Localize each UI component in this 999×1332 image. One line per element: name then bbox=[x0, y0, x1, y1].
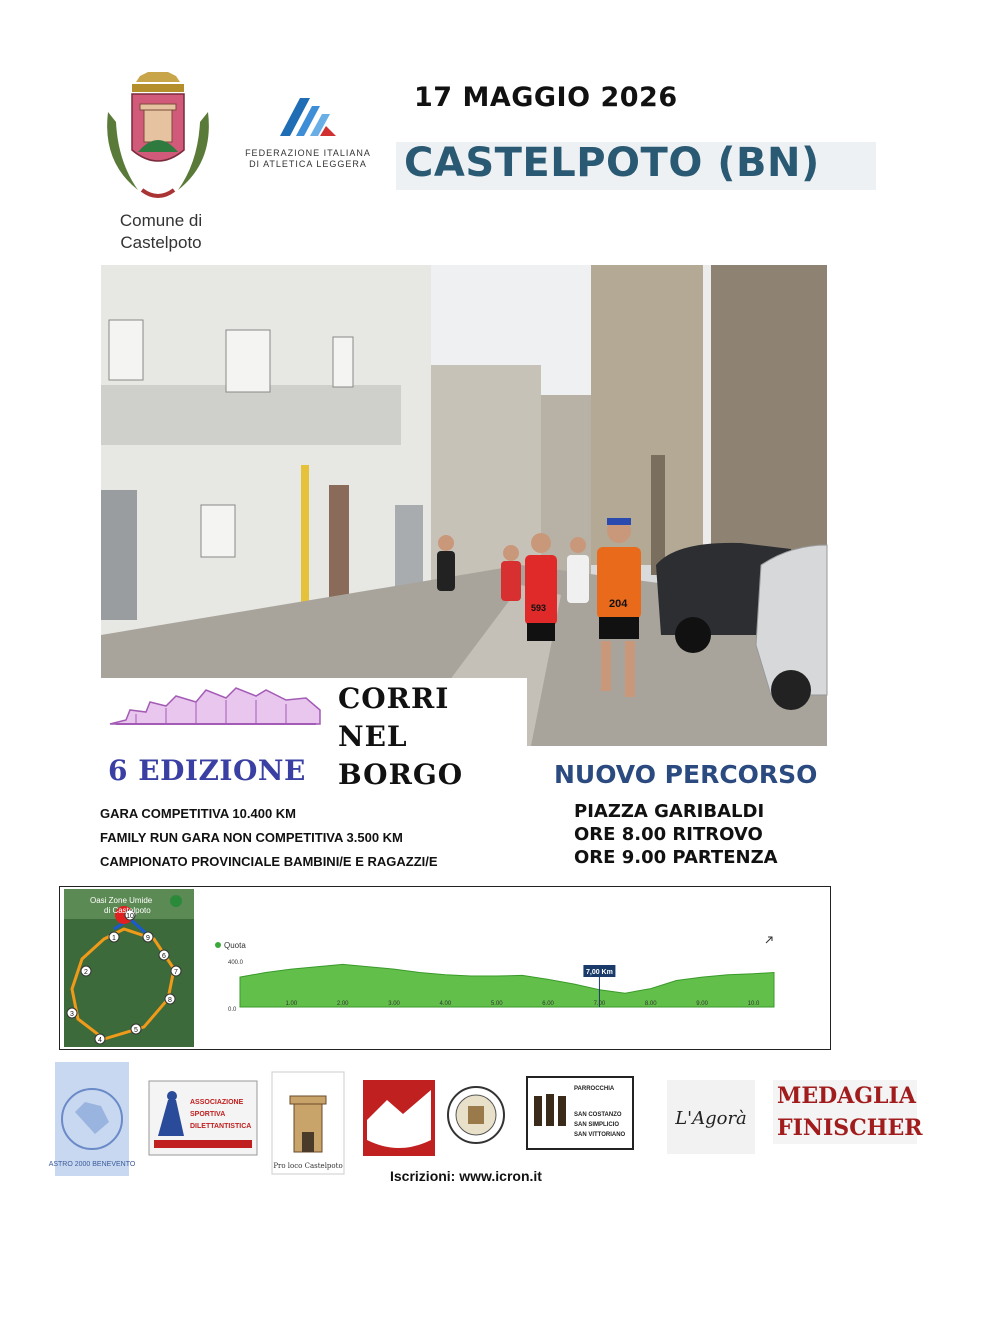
fidal-name: FEDERAZIONE ITALIANA DI ATLETICA LEGGERA bbox=[245, 148, 371, 169]
x-tick-label: 7.00 bbox=[593, 1001, 606, 1007]
legend-label: Quota bbox=[224, 941, 246, 950]
map-marker: 6 bbox=[162, 953, 166, 960]
x-tick-label: 8.00 bbox=[644, 1001, 657, 1007]
parrocchia-label: SAN SIMPLICIO bbox=[574, 1122, 620, 1128]
map-marker: 2 bbox=[84, 969, 88, 976]
proloco-label: Pro loco Castelpoto bbox=[273, 1162, 343, 1170]
map-marker: 7 bbox=[174, 969, 178, 976]
map-marker: 1 bbox=[112, 935, 116, 942]
asd-label: SPORTIVA bbox=[190, 1111, 226, 1118]
map-marker: 4 bbox=[98, 1037, 102, 1044]
runner-bib: 593 bbox=[531, 603, 547, 613]
agora-logo bbox=[667, 1080, 755, 1154]
map-marker: 9 bbox=[146, 935, 150, 942]
x-tick-label: 10.0 bbox=[747, 1001, 760, 1007]
map-marker: 8 bbox=[168, 997, 172, 1004]
astro-2000-logo bbox=[48, 1062, 136, 1176]
x-tick-label: 9.00 bbox=[696, 1001, 708, 1007]
map-marker: 5 bbox=[134, 1027, 138, 1034]
map-place-label: Oasi Zone Umide bbox=[90, 896, 153, 905]
cursor-label: 7,00 Km bbox=[585, 969, 613, 976]
race-list bbox=[100, 802, 560, 874]
elevation-profile bbox=[210, 907, 780, 1037]
parrocchia-label: SAN COSTANZO bbox=[574, 1112, 622, 1118]
x-tick-label: 5.00 bbox=[490, 1001, 503, 1007]
asd-label: ASSOCIAZIONE bbox=[190, 1099, 244, 1106]
race-photo bbox=[101, 265, 827, 746]
race-item: FAMILY RUN GARA NON COMPETITIVA 3.500 KM bbox=[100, 830, 403, 845]
event-location: CASTELPOTO (BN) bbox=[404, 140, 820, 186]
event-info bbox=[574, 800, 778, 869]
meeting-time: ORE 8.00 RITROVO bbox=[574, 824, 763, 845]
parrocchia-label: SAN VITTORIANO bbox=[574, 1132, 626, 1138]
borgo-sketch-logo bbox=[106, 680, 326, 736]
asd-label: DILETTANTISTICA bbox=[190, 1123, 252, 1130]
astro-label: ASTRO 2000 BENEVENTO bbox=[48, 1161, 136, 1168]
legend-marker bbox=[215, 942, 221, 948]
new-route-label: NUOVO PERCORSO bbox=[554, 760, 818, 789]
parrocchia-label: PARROCCHIA bbox=[574, 1086, 615, 1092]
venue: PIAZZA GARIBALDI bbox=[574, 801, 765, 822]
x-tick-label: 1.00 bbox=[285, 1001, 298, 1007]
municipal-seal-logo bbox=[446, 1076, 506, 1154]
map-marker: 10 bbox=[126, 913, 134, 920]
route-panel bbox=[59, 886, 831, 1050]
medal-label: MEDAGLIA FINISCHER bbox=[773, 1080, 917, 1144]
x-tick-label: 2.00 bbox=[336, 1001, 349, 1007]
asd-logo bbox=[148, 1080, 258, 1156]
x-tick-label: 4.00 bbox=[439, 1001, 452, 1007]
race-item: CAMPIONATO PROVINCIALE BAMBINI/E E RAGAZZI/E bbox=[100, 854, 438, 869]
commune-name: Comune di Castelpoto bbox=[119, 211, 203, 252]
runner-bib: 204 bbox=[609, 598, 628, 610]
fidal-logo bbox=[270, 96, 340, 140]
x-tick-label: 6.00 bbox=[542, 1001, 554, 1007]
red-shield-logo bbox=[363, 1080, 435, 1156]
edition-label: 6 EDIZIONE bbox=[108, 754, 306, 787]
agora-label: L'Agorà bbox=[675, 1108, 747, 1129]
event-title: CORRI NEL BORGO bbox=[338, 682, 464, 791]
map-marker: 3 bbox=[70, 1011, 74, 1018]
event-date: 17 MAGGIO 2026 bbox=[414, 82, 678, 113]
y-axis-label: 0.0 bbox=[228, 1007, 237, 1013]
profile-area bbox=[240, 964, 774, 1007]
race-item: GARA COMPETITIVA 10.400 KM bbox=[100, 806, 296, 821]
parrocchia-logo bbox=[526, 1076, 634, 1150]
registration-link[interactable]: Iscrizioni: www.icron.it bbox=[390, 1168, 542, 1184]
route-map bbox=[64, 889, 194, 1047]
start-time: ORE 9.00 PARTENZA bbox=[574, 847, 778, 868]
y-axis-label: 400.0 bbox=[228, 960, 244, 966]
expand-icon[interactable] bbox=[766, 937, 772, 943]
park-icon bbox=[170, 895, 182, 907]
x-tick-label: 3.00 bbox=[388, 1001, 400, 1007]
proloco-logo bbox=[272, 1072, 344, 1174]
map-place-label: di Castelpoto bbox=[104, 906, 151, 915]
commune-crest-logo bbox=[98, 72, 218, 212]
